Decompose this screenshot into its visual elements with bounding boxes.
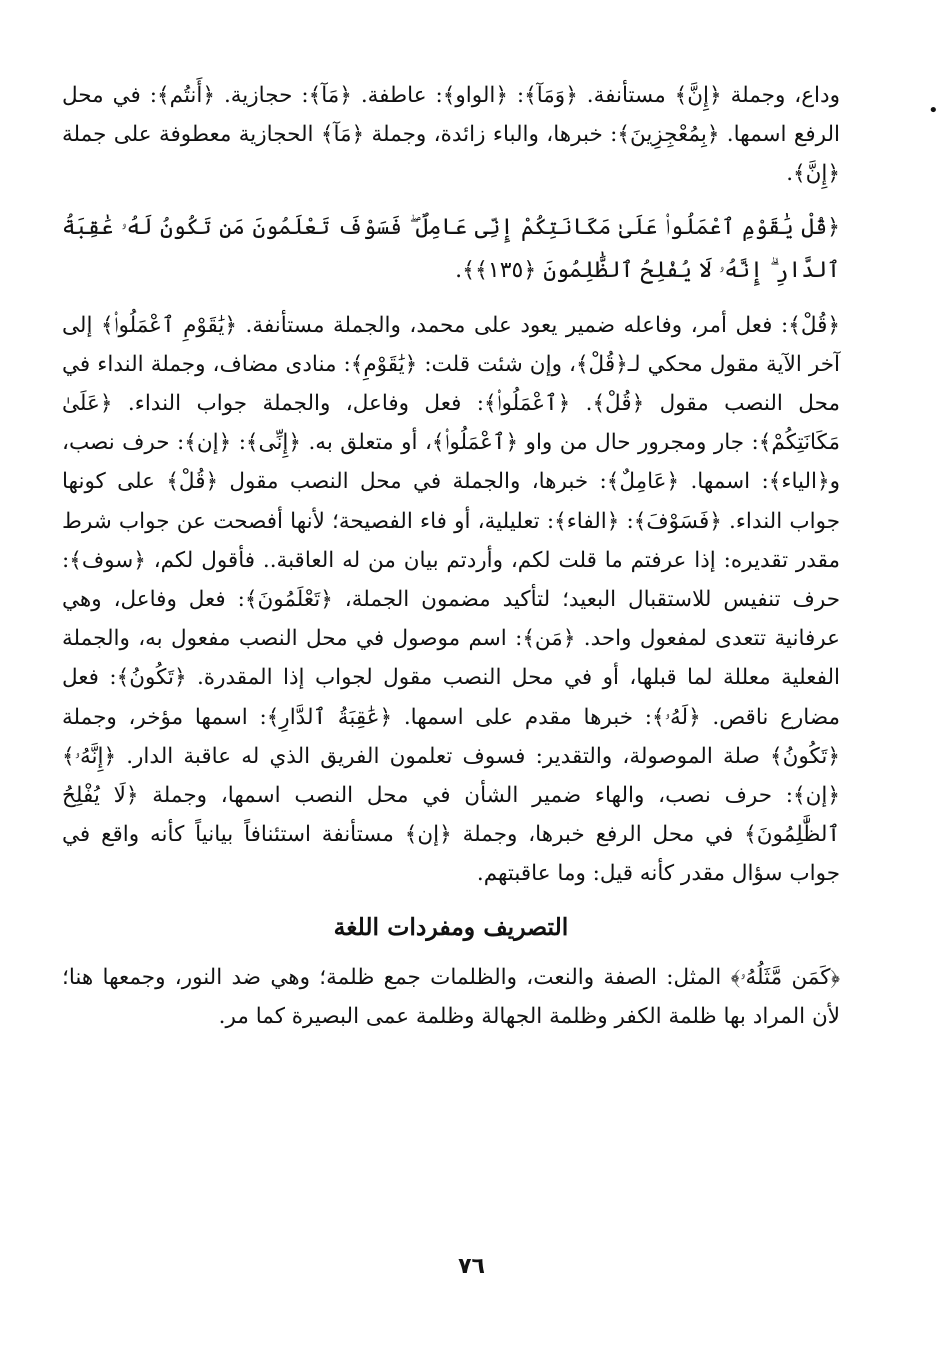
margin-dot: • — [928, 100, 939, 121]
section-heading: التصريف ومفردات اللغة — [333, 912, 569, 941]
quran-verse: ﴿قُلْ يَٰقَوْمِ ٱعْمَلُوا۟ عَلَىٰ مَكَانَتِكُمْ إِنِّى عَامِلٌ ۖ فَسَوْفَ تَعْلَمُونَ مَن تَكُونُ لَهُۥ عَٰقِبَةُ ٱلدَّارِ ۗ إِنَّهُۥ لَا يُفْلِحُ ٱلظَّٰلِمُونَ ﴿١٣٥﴾﴾. — [62, 214, 840, 283]
paragraph-verse-analysis: ﴿قُلْ﴾: فعل أمر، وفاعله ضمير يعود على محمد، والجملة مستأنفة. ﴿يَٰقَوْمِ ٱعْمَلُوا۟﴾ إلى آخر الآية مقول محكي لـ﴿قُلْ﴾، وإن شئت قلت: ﴿يَٰقَوْمِ﴾: منادى مضاف، وجملة النداء في محل النصب مقول ﴿قُلْ﴾. ﴿ٱعْمَلُوا۟﴾: فعل وفاعل، والجملة جواب النداء. ﴿عَلَىٰ مَكَانَتِكُمْ﴾: جار ومجرور حال من واو ﴿ٱعْمَلُوا۟﴾، أو متعلق به. ﴿إِنِّى﴾: ﴿إن﴾: حرف نصب، و﴿الياء﴾: اسمها. ﴿عَامِلٌ﴾: خبرها، والجملة في محل النصب مقول ﴿قُلْ﴾ على كونها جواب النداء. ﴿فَسَوْفَ﴾: ﴿الفاء﴾: تعليلية، أو فاء الفصيحة؛ لأنها أفصحت عن جواب شرط مقدر تقديره: إذا عرفتم ما قلت لكم، وأردتم بيان من له العاقبة.. فأقول لكم، ﴿سوف﴾: حرف تنفيس للاستقبال البعيد؛ لتأكيد مضمون الجملة، ﴿تَعْلَمُونَ﴾: فعل وفاعل، وهي عرفانية تتعدى لمفعول واحد. ﴿مَن﴾: اسم موصول في محل النصب مفعول به، والجملة الفعلية معللة لما قبلها، أو في محل النصب مقول لجواب إذا المقدرة. ﴿تَكُونُ﴾: فعل مضارع ناقص. ﴿لَهُۥ﴾: خبرها مقدم على اسمها. ﴿عَٰقِبَةُ ٱلدَّارِ﴾: اسمها مؤخر، وجملة ﴿تَكُونُ﴾ صلة الموصولة، والتقدير: فسوف تعلمون الفريق الذي له عاقبة الدار. ﴿إِنَّهُۥ﴾ ﴿إن﴾: حرف نصب، والهاء ضمير الشأن في محل النصب اسمها، وجملة ﴿لَا يُفْلِحُ ٱلظَّٰلِمُونَ﴾ في محل الرفع خبرها، وجملة ﴿إن﴾ مستأنفة استئنافاً بيانياً كأنه واقع في جواب سؤال مقدر كأنه قيل: وما عاقبتهم. — [62, 312, 840, 887]
page-body — [62, 76, 840, 1036]
page-number: ٧٦ — [458, 1254, 485, 1279]
paragraph-previous-verse-analysis: وداع، وجملة ﴿إِنَّ﴾ مستأنفة. ﴿وَمَآ﴾: ﴿الواو﴾: عاطفة. ﴿مَآ﴾: حجازية. ﴿أَنتُم﴾: في محل الرفع اسمها. ﴿بِمُعْجِزِينَ﴾: خبرها، والباء زائدة، وجملة ﴿مَآ﴾ الحجازية معطوفة على جملة ﴿إِنَّ﴾. — [62, 83, 840, 187]
paragraph-vocabulary: ﴿كَمَن مَّثَلُهُۥ﴾ المثل: الصفة والنعت، والظلمات جمع ظلمة؛ وهي ضد النور، وجمعها هنا؛ لأن المراد بها ظلمة الكفر وظلمة الجهالة وظلمة عمى البصيرة كما مر. — [62, 964, 840, 1029]
